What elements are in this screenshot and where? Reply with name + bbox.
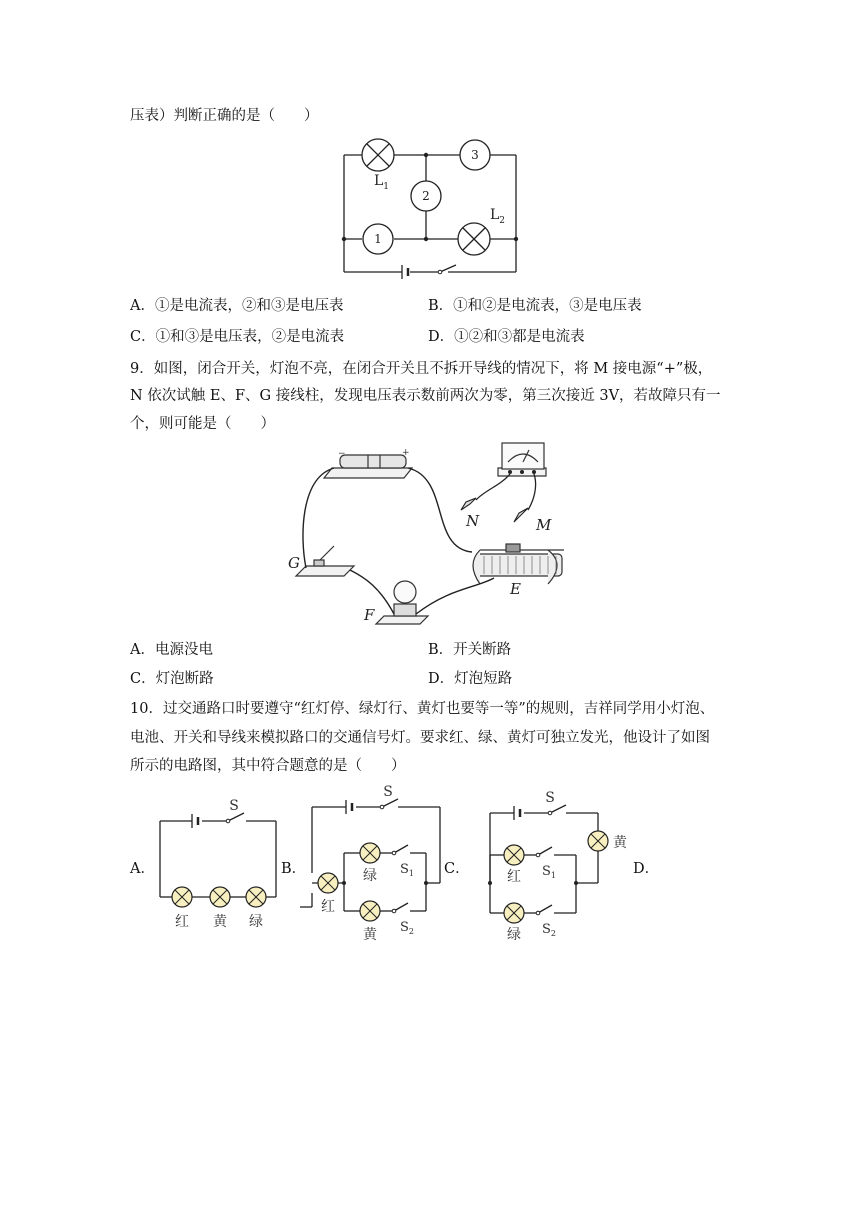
svg-text:红: 红 [507,869,521,885]
label-f: F [364,606,375,624]
q10-circuit-b [300,783,448,945]
svg-text:黄: 黄 [613,835,627,851]
q10-line-1: 10．过交通路口时要遵守“红灯停、绿灯行、黄灯也要等一等”的规则，吉祥同学用小灯泡、 [130,701,715,717]
meter-1-label: 1 [374,232,382,246]
q9-line-2: N 依次试触 E、F、G 接线柱，发现电压表示数前两次为零，第三次接近 3V，若故障只有一 [130,388,721,404]
svg-text:黄: 黄 [213,914,227,930]
svg-text:红: 红 [321,899,335,915]
q10-line-3: 所示的电路图，其中符合题意的是（ ） [130,758,406,774]
q9-option-d: D．灯泡短路 [428,671,513,687]
q8-option-a: A．①是电流表，②和③是电压表 [130,298,344,314]
q10-label-c: C． [444,861,470,877]
svg-text:S1: $S_1$ [400,862,414,878]
svg-text:S: S [545,790,555,806]
q9-line-1: 9．如图，闭合开关，灯泡不亮，在闭合开关且不拆开导线的情况下，将 M 接电源“+”极， [130,361,713,377]
q9-option-a: A．电源没电 [130,642,213,658]
q8-option-d: D．①②和③都是电流表 [428,329,585,345]
lamp-l2 [458,223,490,255]
svg-text:S2: $S_2$ [542,922,556,938]
q10-line-2: 电池、开关和导线来模拟路口的交通信号灯。要求红、绿、黄灯可独立发光，他设计了如图 [130,730,710,746]
q9-option-c: C．灯泡断路 [130,671,214,687]
meter-3-label: 3 [471,148,479,162]
svg-text:S2: $S_2$ [400,920,414,936]
q9-option-b: B．开关断路 [428,642,512,658]
svg-text:S: S [383,784,393,800]
q8-circuit-diagram [330,135,530,280]
svg-text:L1: $L_1$ [374,173,390,192]
lamp-l1 [362,139,394,171]
svg-text:绿: 绿 [507,927,521,943]
label-e: E [510,580,521,598]
svg-text:绿: 绿 [249,914,263,930]
q10-label-b: B． [281,861,307,877]
q10-label-d: D． [633,861,660,877]
svg-text:黄: 黄 [363,927,377,943]
label-g: G [288,554,300,572]
battery-plus: + [402,448,410,458]
svg-text:绿: 绿 [363,868,377,884]
svg-text:红: 红 [175,914,189,930]
meter-2-label: 2 [422,189,430,203]
q9-line-3: 个，则可能是（ ） [130,416,275,432]
q8-option-c: C．①和③是电压表，②是电流表 [130,329,345,345]
q9-circuit-illustration [280,438,590,630]
q8-stem-tail: 压表）判断正确的是（ ） [130,108,319,124]
label-m: M [536,516,552,534]
q8-option-b: B．①和②是电流表，③是电压表 [428,298,642,314]
svg-text:S: S [229,798,239,814]
q10-circuit-c [470,785,636,943]
label-n: N [466,512,480,530]
q10-circuit-a [150,795,282,935]
svg-text:S1: $S_1$ [542,864,556,880]
q10-label-a: A． [130,861,155,877]
svg-text:L2: $L_2$ [490,207,506,226]
battery-minus: − [338,449,346,459]
